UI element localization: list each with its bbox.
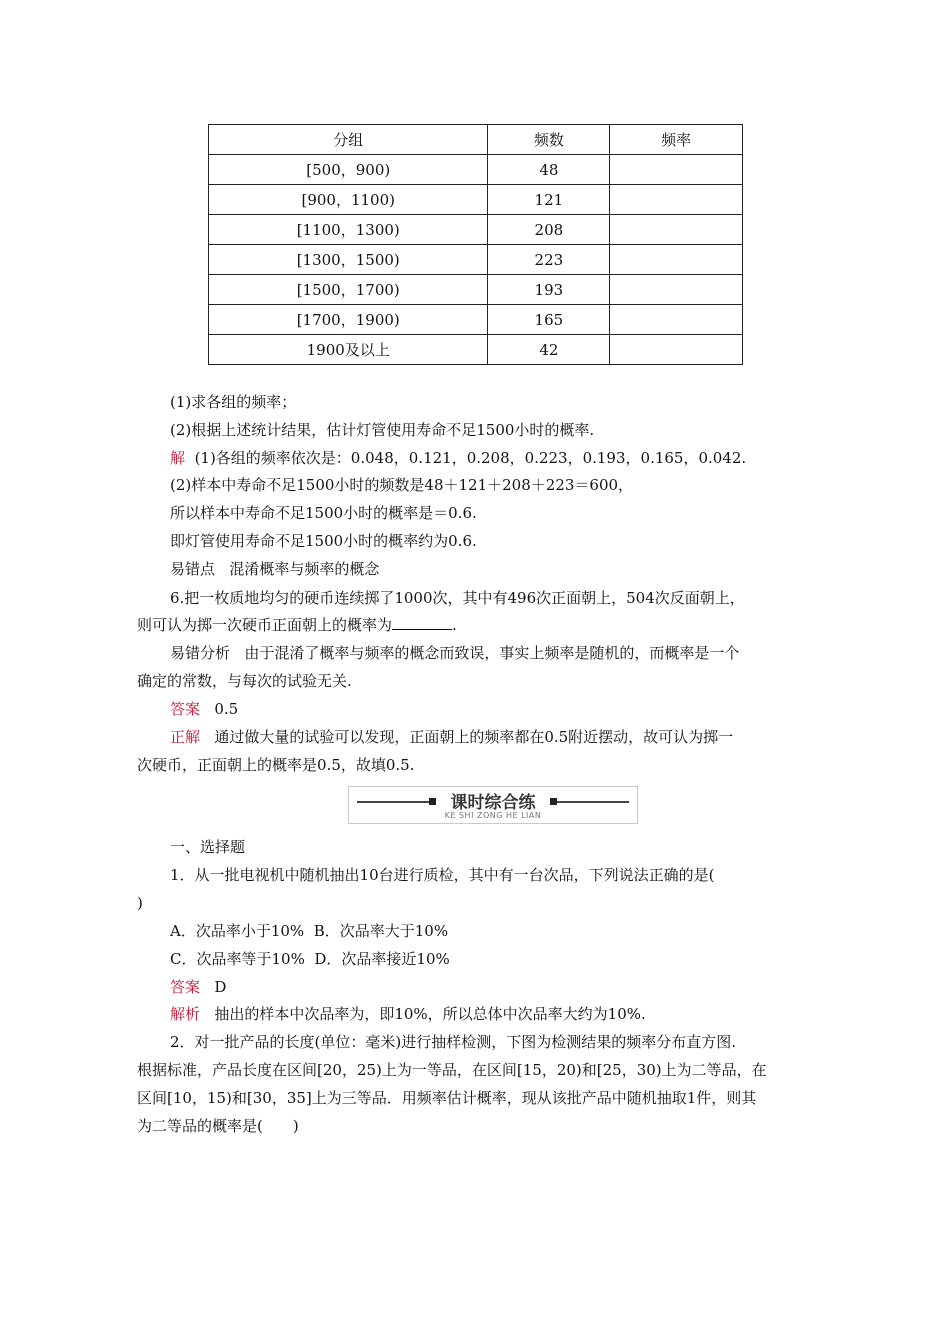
cell-group: [1700，1900) bbox=[209, 305, 488, 335]
cell-frequency bbox=[610, 185, 743, 215]
frequency-table bbox=[208, 124, 743, 365]
cell-group: [900，1100) bbox=[209, 185, 488, 215]
q6-analysis-line2: 确定的常数，与每次的试验无关. bbox=[137, 672, 352, 690]
q2-line4: 为二等品的概率是( ) bbox=[137, 1117, 299, 1135]
answer-value: 0.5 bbox=[214, 700, 239, 718]
q6-answer bbox=[170, 698, 238, 720]
table-row bbox=[209, 335, 743, 365]
section-banner bbox=[348, 786, 638, 824]
q6-line2-end: . bbox=[452, 616, 457, 634]
cell-frequency bbox=[610, 155, 743, 185]
q5-part2: (2)根据上述统计结果，估计灯管使用寿命不足1500小时的概率. bbox=[170, 421, 595, 439]
q1-analysis bbox=[170, 1003, 646, 1025]
option-c: C．次品率等于10% bbox=[170, 950, 305, 968]
table-row bbox=[209, 275, 743, 305]
q6-solution-line1 bbox=[170, 726, 733, 748]
option-d: D．次品率接近10% bbox=[314, 950, 450, 968]
q6-line2 bbox=[137, 614, 457, 636]
cell-group: [1100，1300) bbox=[209, 215, 488, 245]
analysis-label: 易错分析 bbox=[170, 644, 231, 662]
answer-blank bbox=[392, 615, 452, 630]
table-row bbox=[209, 215, 743, 245]
banner-subtitle: KE SHI ZONG HE LIAN bbox=[444, 811, 542, 820]
solution-label: 解 bbox=[170, 449, 186, 467]
error-point-heading bbox=[170, 558, 379, 580]
cell-count: 48 bbox=[488, 155, 610, 185]
cell-count: 208 bbox=[488, 215, 610, 245]
q5-solution-line2: (2)样本中寿命不足1500小时的频数是48＋121＋208＋223＝600， bbox=[170, 476, 634, 494]
q1-analysis-label: 解析 bbox=[170, 1005, 201, 1023]
option-b: B．次品率大于10% bbox=[313, 922, 449, 940]
cell-frequency bbox=[610, 275, 743, 305]
table-row bbox=[209, 305, 743, 335]
q5-solution-line4: 即灯管使用寿命不足1500小时的概率约为0.6. bbox=[170, 532, 477, 550]
q2-line1: 2．对一批产品的长度(单位：毫米)进行抽样检测，下图为检测结果的频率分布直方图. bbox=[170, 1033, 737, 1051]
q2-line3: 区间[10，15)和[30，35]上为三等品．用频率估计概率，现从该批产品中随机抽取1件，则其 bbox=[137, 1089, 757, 1107]
q1-line1: 1．从一批电视机中随机抽出10台进行质检，其中有一台次品，下列说法正确的是( bbox=[170, 866, 715, 884]
q1-analysis-text: 抽出的样本中次品率为，即10%，所以总体中次品率大约为10%. bbox=[214, 1005, 646, 1023]
q1-options-ab bbox=[170, 920, 448, 942]
cell-frequency bbox=[610, 335, 743, 365]
q1-answer-value: D bbox=[214, 978, 227, 996]
answer-label: 答案 bbox=[170, 700, 201, 718]
correct-solution-text: 通过做大量的试验可以发现，正面朝上的频率都在0.5附近摆动，故可认为掷一 bbox=[214, 728, 734, 746]
cell-group: [1500，1700) bbox=[209, 275, 488, 305]
cell-group: 1900及以上 bbox=[209, 335, 488, 365]
error-point-label: 易错点 bbox=[170, 560, 216, 578]
cell-count: 121 bbox=[488, 185, 610, 215]
q5-part1: (1)求各组的频率； bbox=[170, 393, 297, 411]
header-group: 分组 bbox=[209, 125, 488, 155]
cell-count: 223 bbox=[488, 245, 610, 275]
analysis-text: 由于混淆了概率与频率的概念而致误，事实上频率是随机的，而概率是一个 bbox=[244, 644, 740, 662]
option-a: A．次品率小于10% bbox=[170, 922, 305, 940]
cell-frequency bbox=[610, 215, 743, 245]
cell-count: 165 bbox=[488, 305, 610, 335]
q6-line2-text: 则可认为掷一次硬币正面朝上的概率为 bbox=[137, 616, 393, 634]
q1-line2: ) bbox=[137, 894, 143, 912]
q6-solution-line2: 次硬币，正面朝上的概率是0.5，故填0.5. bbox=[137, 756, 415, 774]
q2-line2: 根据标准，产品长度在区间[20，25)上为一等品，在区间[15，20)和[25，30)上为二等品，在 bbox=[137, 1061, 767, 1079]
solution-text: (1)各组的频率依次是：0.048，0.121，0.208，0.223，0.193，0.165，0.042. bbox=[194, 449, 747, 467]
cell-group: [500，900) bbox=[209, 155, 488, 185]
cell-count: 42 bbox=[488, 335, 610, 365]
cell-group: [1300，1500) bbox=[209, 245, 488, 275]
q5-solution-line1 bbox=[170, 447, 746, 469]
q1-answer-label: 答案 bbox=[170, 978, 201, 996]
table-row bbox=[209, 245, 743, 275]
header-count: 频数 bbox=[488, 125, 610, 155]
section-title: 一、选择题 bbox=[170, 838, 246, 856]
q1-answer bbox=[170, 976, 226, 998]
q6-analysis-line1 bbox=[170, 642, 739, 664]
banner-title: 课时综合练 bbox=[450, 793, 536, 813]
table-row bbox=[209, 185, 743, 215]
table-header-row bbox=[209, 125, 743, 155]
table-row bbox=[209, 155, 743, 185]
q1-options-cd bbox=[170, 948, 450, 970]
error-point-title: 混淆概率与频率的概念 bbox=[229, 560, 380, 578]
q5-solution-line3: 所以样本中寿命不足1500小时的概率是＝0.6. bbox=[170, 504, 477, 522]
cell-frequency bbox=[610, 245, 743, 275]
correct-solution-label: 正解 bbox=[170, 728, 201, 746]
cell-frequency bbox=[610, 305, 743, 335]
header-frequency: 频率 bbox=[610, 125, 743, 155]
q6-line1: 6.把一枚质地均匀的硬币连续掷了1000次，其中有496次正面朝上，504次反面朝上， bbox=[170, 589, 745, 607]
cell-count: 193 bbox=[488, 275, 610, 305]
